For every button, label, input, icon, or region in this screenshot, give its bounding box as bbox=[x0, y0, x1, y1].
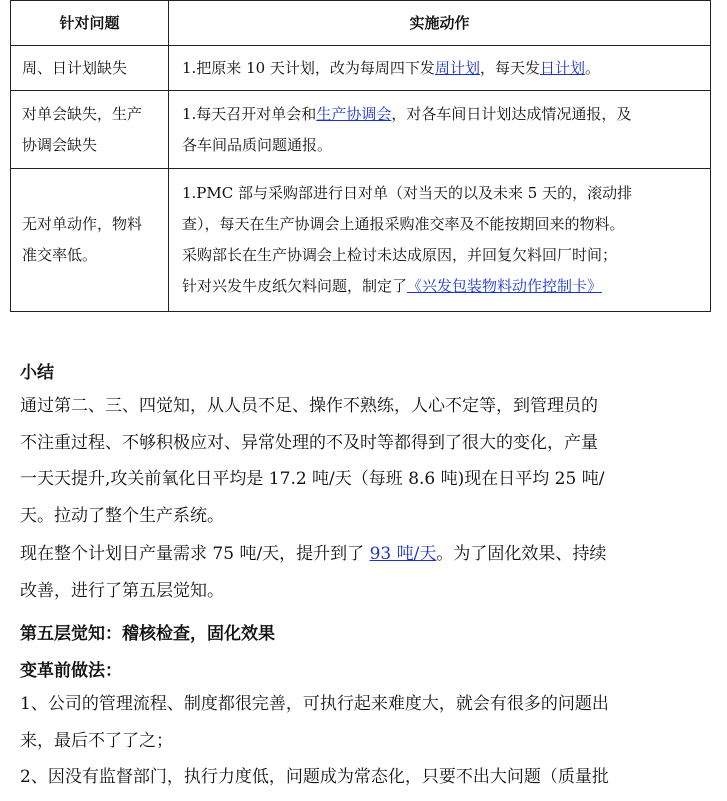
table-header-row bbox=[11, 1, 711, 46]
action-text: 。 bbox=[584, 58, 600, 77]
daily-plan-link[interactable]: 日计划 bbox=[539, 58, 585, 77]
table-row bbox=[11, 46, 711, 91]
summary-paragraph-1 bbox=[20, 388, 705, 534]
action-text: 1.PMC 部与采购部进行日对单（对当天的以及未来 5 天的，滚动排 bbox=[182, 184, 633, 202]
coordination-meeting-link[interactable]: 生产协调会 bbox=[316, 104, 392, 123]
action-cell bbox=[169, 91, 711, 169]
paragraph-line: 来，最后不了了之； bbox=[20, 730, 173, 751]
action-text: ，每天发 bbox=[479, 58, 540, 77]
paragraph-text: 。为了固化效果、持续 bbox=[436, 544, 607, 564]
issue-text: 对单会缺失，生产 bbox=[22, 104, 143, 123]
issue-text: 准交率低。 bbox=[22, 246, 98, 264]
paragraph-line: 不注重过程、不够积极应对、异常处理的不及时等都得到了很大的变化，产量 bbox=[20, 432, 598, 453]
header-action: 实施动作 bbox=[169, 1, 711, 46]
action-text: 各车间品质问题通报。 bbox=[182, 135, 333, 154]
paragraph-line: 改善，进行了第五层觉知。 bbox=[20, 580, 224, 601]
action-text: 1.把原来 10 天计划，改为每周四下发 bbox=[182, 58, 435, 77]
paragraph-line: 天。拉动了整个生产系统。 bbox=[20, 505, 224, 526]
action-text: 查），每天在生产协调会上通报采购准交率及不能按期回来的物料。 bbox=[182, 215, 625, 233]
table-row bbox=[11, 169, 711, 312]
paragraph-line: 一天天提升,攻关前氧化日平均是 17.2 吨/天（每班 8.6 吨)现在日平均 25 吨/ bbox=[20, 469, 605, 489]
weekly-plan-link[interactable]: 周计划 bbox=[434, 58, 480, 77]
issue-text: 无对单动作，物料 bbox=[22, 215, 143, 233]
section5-subheading: 变革前做法： bbox=[20, 661, 122, 681]
header-issue: 针对问题 bbox=[11, 1, 169, 46]
paragraph-text: 现在整个计划日产量需求 75 吨/天，提升到了 bbox=[20, 544, 370, 564]
action-cell bbox=[169, 169, 711, 312]
output-target-link[interactable]: 93 吨/天 bbox=[369, 544, 437, 564]
section5-items bbox=[20, 686, 705, 796]
action-text: 针对兴发牛皮纸欠料问题，制定了 bbox=[182, 277, 408, 295]
control-card-link[interactable]: 《兴发包装物料动作控制卡》 bbox=[407, 277, 603, 295]
action-text: 采购部长在生产协调会上检讨未达成原因，并回复欠料回厂时间； bbox=[182, 246, 618, 264]
table-row bbox=[11, 91, 711, 169]
summary-paragraph-2 bbox=[20, 536, 705, 609]
issue-cell bbox=[11, 91, 169, 169]
issue-text: 协调会缺失 bbox=[22, 135, 98, 154]
issue-cell bbox=[11, 169, 169, 312]
section5-heading: 第五层觉知：稽核检查，固化效果 bbox=[20, 624, 275, 644]
paragraph-line: 1、公司的管理流程、制度都很完善，可执行起来难度大，就会有很多的问题出 bbox=[20, 694, 609, 714]
issue-text: 周、日计划缺失 bbox=[22, 58, 128, 77]
summary-title: 小结 bbox=[20, 363, 54, 383]
action-cell bbox=[169, 46, 711, 91]
paragraph-line: 2、因没有监督部门，执行力度低，问题成为常态化，只要不出大问题（质量批 bbox=[20, 767, 609, 787]
issue-cell bbox=[11, 46, 169, 91]
issue-action-table bbox=[10, 0, 711, 312]
paragraph-line: 通过第二、三、四觉知，从人员不足、操作不熟练，人心不定等，到管理员的 bbox=[20, 396, 598, 416]
action-text: ，对各车间日计划达成情况通报，及 bbox=[391, 104, 632, 123]
action-text: 1.每天召开对单会和 bbox=[182, 104, 317, 123]
